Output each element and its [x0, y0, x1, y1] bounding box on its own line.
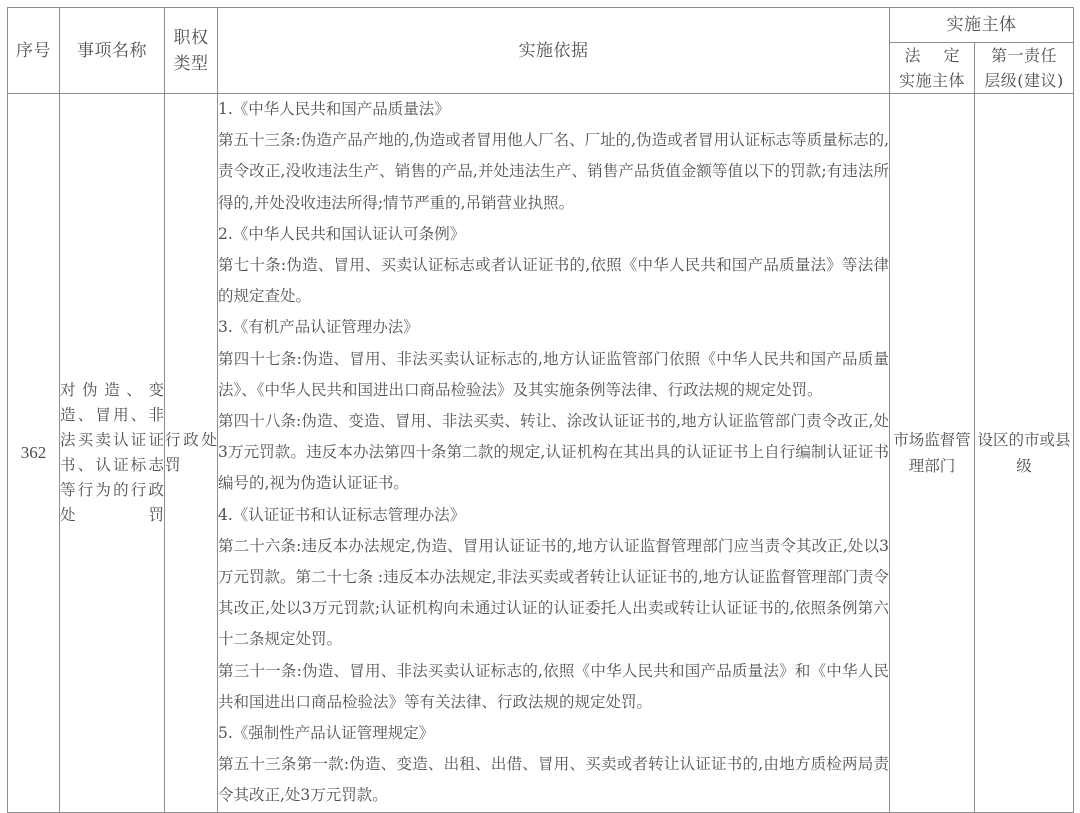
- header-authority-type-line1: 职权: [173, 27, 209, 48]
- header-row-top: [8, 8, 1074, 43]
- authority-type-text: 行政处罚: [165, 430, 217, 474]
- table-body: [8, 94, 1074, 813]
- header-item-name: 事项名称: [60, 8, 165, 94]
- basis-paragraph: 3.《有机产品认证管理办法》: [218, 318, 419, 337]
- header-authority-type: [165, 8, 218, 94]
- header-first-responsible-line2: 层级(建议): [984, 71, 1064, 90]
- cell-item-name: [60, 94, 165, 813]
- basis-paragraph: 2.《中华人民共和国认证认可条例》: [218, 224, 466, 243]
- basis-paragraph: 第五十三条:伪造产品产地的,伪造或者冒用他人厂名、厂址的,伪造或者冒用认证标志等质量标志的,责令改正,没收违法生产、销售的产品,并处违法生产、销售产品货值金额等值以下的罚款;有违法所得的,并处没收违法所得;情节严重的,吊销营业执照。: [218, 131, 890, 212]
- basis-paragraph: 第四十七条:伪造、冒用、非法买卖认证标志的,地方认证监管部门依照《中华人民共和国产品质量法》、《中华人民共和国进出口商品检验法》及其实施条例等法律、行政法规的规定处罚。: [218, 349, 889, 399]
- header-authority-type-line2: 类型: [173, 53, 209, 74]
- cell-authority-type: [165, 94, 218, 813]
- header-statutory-body-line2: 实施主体: [898, 71, 965, 90]
- cell-seq: 362: [8, 94, 60, 813]
- header-statutory-body: [890, 43, 975, 94]
- header-first-responsible-level: [975, 43, 1074, 94]
- basis-paragraph-list: [218, 94, 889, 812]
- header-seq: 序号: [8, 8, 60, 94]
- header-first-responsible-line1: 第一责任: [990, 46, 1057, 65]
- first-responsible-level-text: 设区的市或县级: [977, 430, 1071, 475]
- basis-paragraph: 第四十八条:伪造、变造、冒用、非法买卖、转让、涂改认证证书的,地方认证监管部门责令改正,处3万元罚款。违反本办法第四十条第二款的规定,认证机构在其出具的认证证书上自行编制认证证书编号的,视为伪造认证证书。: [218, 412, 889, 493]
- table-row: [8, 94, 1074, 813]
- header-implementing-body-group: 实施主体: [890, 8, 1074, 43]
- header-statutory-body-line1: 法 定: [904, 46, 969, 65]
- basis-paragraph: 第二十六条:违反本办法规定,伪造、冒用认证证书的,地方认证监督管理部门应当责令其改正,处以3万元罚款。第二十七条 :违反本办法规定,非法买卖或者转让认证证书的,地方认证监督管理部门责令其改正,处以3万元罚款;认证机构向未通过认证的认证委托人出卖或转让认证证书的,依照条例第六十二条规定处罚。: [218, 536, 890, 649]
- basis-paragraph: 第五十三条第一款:伪造、变造、出租、出借、冒用、买卖或者转让认证证书的,由地方质检两局责令其改正,处3万元罚款。: [218, 755, 889, 805]
- basis-paragraph: 第三十一条:伪造、冒用、非法买卖认证标志的,依照《中华人民共和国产品质量法》和《中华人民共和国进出口商品检验法》等有关法律、行政法规的规定处罚。: [218, 661, 889, 711]
- basis-paragraph: 1.《中华人民共和国产品质量法》: [218, 100, 450, 118]
- basis-paragraph: 4.《认证证书和认证标志管理办法》: [218, 505, 466, 524]
- cell-first-responsible-level: [975, 94, 1074, 813]
- item-name-text: 对伪造、变造、冒用、非法买卖认证证书、认证标志等行为的行政处罚: [60, 380, 164, 524]
- table-header: [8, 8, 1074, 94]
- basis-paragraph: 5.《强制性产品认证管理规定》: [218, 724, 435, 743]
- cell-statutory-body: [890, 94, 975, 813]
- statutory-body-text: 市场监督管理部门: [893, 430, 971, 475]
- header-basis: 实施依据: [218, 8, 890, 94]
- cell-basis: [218, 94, 890, 813]
- authority-list-table: [7, 7, 1074, 813]
- basis-paragraph: 第七十条:伪造、冒用、买卖认证标志或者认证证书的,依照《中华人民共和国产品质量法》等法律的规定查处。: [218, 256, 889, 306]
